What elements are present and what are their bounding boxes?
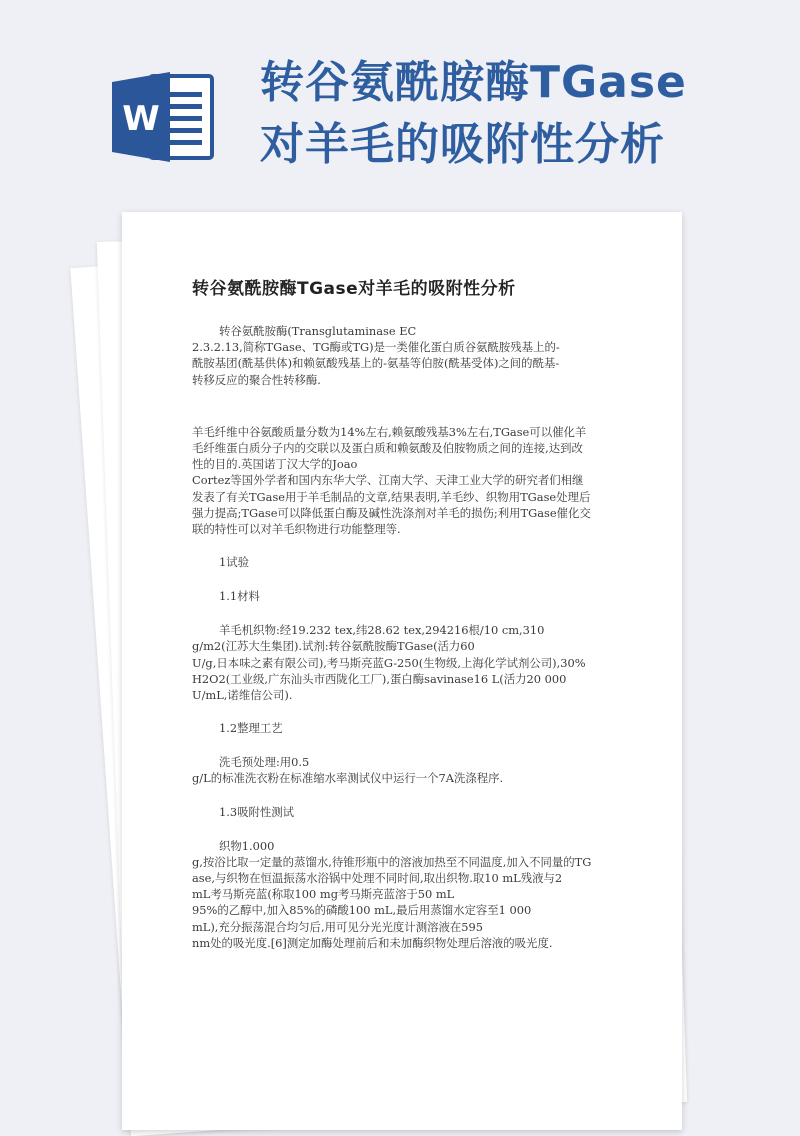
- text-line: 发表了有关TGase用于羊毛制品的文章,结果表明,羊毛纱、织物用TGase处理后: [192, 489, 591, 504]
- process-paragraph: [192, 754, 642, 786]
- text-line: 联的特性可以对羊毛织物进行功能整理等.: [192, 522, 401, 537]
- background-paragraph: [192, 424, 642, 537]
- text-line: nm处的吸光度.[6]测定加酶处理前后和未加酶织物处理后溶液的吸光度.: [192, 935, 553, 950]
- materials-paragraph: [192, 622, 642, 703]
- banner-title: 转谷氨酰胺酶TGase对羊毛的吸附性分析: [260, 57, 687, 170]
- text-line: H2O2(工业级,广东汕头市西陇化工厂),蛋白酶savinase16 L(活力20 000: [192, 671, 567, 686]
- word-document-icon: [108, 68, 218, 166]
- text-line: 洗毛预处理:用0.5: [219, 755, 310, 770]
- text-line: 羊毛纤维中谷氨酸质量分数为14%左右,赖氨酸残基3%左右,TGase可以催化羊: [192, 424, 587, 439]
- text-line: 95%的乙醇中,加入85%的磷酸100 mL,最后用蒸馏水定容至1 000: [192, 903, 532, 918]
- text-line: mL考马斯亮蓝(称取100 mg考马斯亮蓝溶于50 mL: [192, 887, 455, 902]
- section-heading-test: 1.3吸附性测试: [219, 804, 295, 819]
- text-line: mL),充分振荡混合均匀后,用可见分光光度计测溶液在595: [192, 919, 483, 934]
- text-line: 转移反应的聚合性转移酶.: [192, 372, 321, 387]
- svg-text:W: W: [122, 99, 160, 139]
- document-title: 转谷氨酰胺酶TGase对羊毛的吸附性分析: [192, 279, 516, 299]
- document-body: [192, 274, 642, 968]
- text-line: g,按浴比取一定量的蒸馏水,待锥形瓶中的溶液加热至不同温度,加入不同量的TG: [192, 854, 592, 869]
- test-paragraph: [192, 838, 642, 951]
- text-line: g/L的标准洗衣粉在标准缩水率测试仪中运行一个7A洗涤程序.: [192, 771, 504, 786]
- banner: [0, 0, 800, 215]
- intro-paragraph: [192, 323, 642, 388]
- document-page: [122, 212, 682, 1130]
- text-line: 织物1.000: [219, 838, 275, 853]
- text-line: U/mL,诺维信公司).: [192, 688, 293, 703]
- text-line: 2.3.2.13,简称TGase、TG酶或TG)是一类催化蛋白质谷氨酰胺残基上的-: [192, 340, 560, 355]
- text-line: 酰胺基团(酰基供体)和赖氨酸残基上的-氨基等伯胺(酰基受体)之间的酰基-: [192, 356, 560, 371]
- text-line: 转谷氨酰胺酶(Transglutaminase EC: [219, 324, 417, 338]
- text-line: Cortez等国外学者和国内东华大学、江南大学、天津工业大学的研究者们相继: [192, 473, 584, 488]
- section-heading-materials: 1.1材料: [219, 589, 260, 604]
- text-line: 性的目的.英国诺丁汉大学的Joao: [192, 457, 358, 472]
- text-line: U/g,日本味之素有限公司),考马斯亮蓝G-250(生物级,上海化学试剂公司),30%: [192, 655, 586, 670]
- text-line: ase,与织物在恒温振荡水浴锅中处理不同时间,取出织物.取10 mL残液与2: [192, 871, 563, 886]
- text-line: 毛纤维蛋白质分子内的交联以及蛋白质和赖氨酸及伯胺物质之间的连接,达到改: [192, 441, 583, 456]
- section-heading-experiment: 1试验: [219, 555, 250, 570]
- section-heading-process: 1.2整理工艺: [219, 721, 283, 736]
- text-line: g/m2(江苏大生集团).试剂:转谷氨酰胺酶TGase(活力60: [192, 639, 475, 654]
- text-line: 强力提高;TGase可以降低蛋白酶及碱性洗涤剂对羊毛的损伤;利用TGase催化交: [192, 505, 591, 520]
- text-line: 羊毛机织物:经19.232 tex,纬28.62 tex,294216根/10 cm,310: [219, 623, 545, 638]
